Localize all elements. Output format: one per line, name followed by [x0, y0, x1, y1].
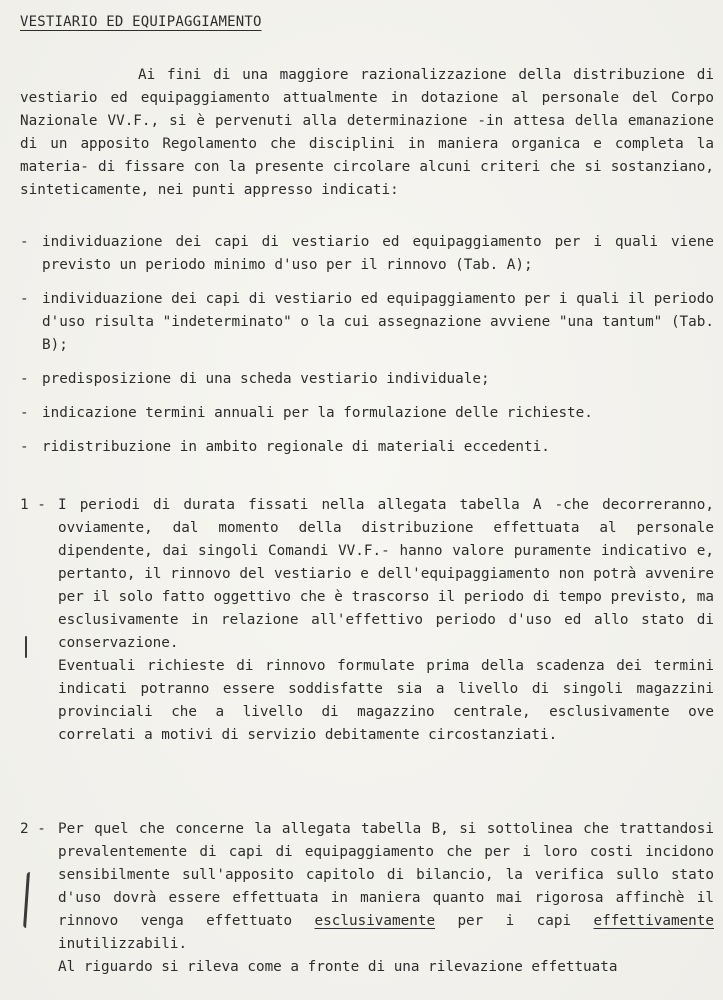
numbered-point-1 [20, 494, 714, 747]
intro-paragraph [20, 64, 714, 202]
list-item [20, 368, 714, 391]
numbered-point-2 [20, 818, 714, 979]
bullet-dash: - [20, 234, 29, 250]
point-2-text: per i capi [435, 913, 594, 929]
point-2-continuation: Al riguardo si rileva come a fronte di una rilevazione effettuata [58, 959, 618, 975]
bullet-dash: - [20, 371, 29, 387]
bullet-dash: - [20, 439, 29, 455]
list-item [20, 436, 714, 459]
point-number: 1 - [20, 497, 46, 513]
list-item-text: indicazione termini annuali per la formulazione delle richieste. [42, 405, 593, 421]
point-2-text: inutilizzabili. [58, 936, 188, 952]
underlined-word: esclusivamente [314, 913, 436, 929]
list-item-text: individuazione dei capi di vestiario ed equipaggiamento per i quali il periodo d'uso risulta "indeterminato" o la cui assegnazione avviene "una tantum" (Tab. B); [42, 291, 714, 353]
point-2-text: Per quel che concerne la allegata tabella B, si sottolinea che trattandosi prevalentemente di capi di equipaggiamento che per i loro costi incidono sensibilmente sull'apposito capitolo di bilancio, la verifica sullo stato d'uso dovrà essere effettuata in maniera quanto mai rigorosa affinchè il rinnovo venga effettuato [58, 821, 714, 929]
list-item [20, 288, 714, 357]
bullet-dash: - [20, 291, 29, 307]
underlined-word: effettivamente [593, 913, 715, 929]
list-item-text: individuazione dei capi di vestiario ed equipaggiamento per i quali viene previsto un periodo minimo d'uso per il rinnovo (Tab. A); [42, 234, 714, 273]
list-item [20, 231, 714, 277]
document-heading: VESTIARIO ED EQUIPAGGIAMENTO [20, 14, 262, 30]
point-1-paragraph-b: Eventuali richieste di rinnovo formulate prima della scadenza dei termini indicati potranno essere soddisfatte sia a livello di singoli magazzini provinciali che a livello di magazzino centrale, esclusivamente ove correlati a motivi di servizio debitamente circostanziati. [58, 658, 714, 743]
bullet-dash: - [20, 405, 29, 421]
list-item [20, 402, 714, 425]
point-1-paragraph-a: I periodi di durata fissati nella allegata tabella A -che decorreranno, ovviamente, dal momento della distribuzione effettuata al personale dipendente, dai singoli Comandi VV.F.- hanno valore puramente indicativo e, pertanto, il rinnovo del vestiario e dell'equipaggiamento non potrà avvenire per il solo fatto oggettivo che è trascorso il periodo di tempo previsto, ma esclusivamente in relazione all'effettivo periodo d'uso ed allo stato di conservazione. [58, 497, 714, 651]
list-item-text: ridistribuzione in ambito regionale di materiali eccedenti. [42, 439, 550, 455]
margin-mark [25, 636, 27, 658]
list-item-text: predisposizione di una scheda vestiario individuale; [42, 371, 490, 387]
point-2-paragraph [58, 818, 714, 956]
intro-text: Ai fini di una maggiore razionalizzazione della distribuzione di vestiario ed equipaggiamento attualmente in dotazione al personale del Corpo Nazionale VV.F., si è pervenuti alla determinazione -in attesa della emanazione di un apposito Regolamento che disciplini in maniera organica e completa la materia- di fissare con la presente circolare alcuni criteri che si sostanziano, sinteticamente, nei punti appresso indicati: [20, 67, 714, 198]
criteria-list [20, 231, 714, 470]
point-number: 2 - [20, 821, 46, 837]
